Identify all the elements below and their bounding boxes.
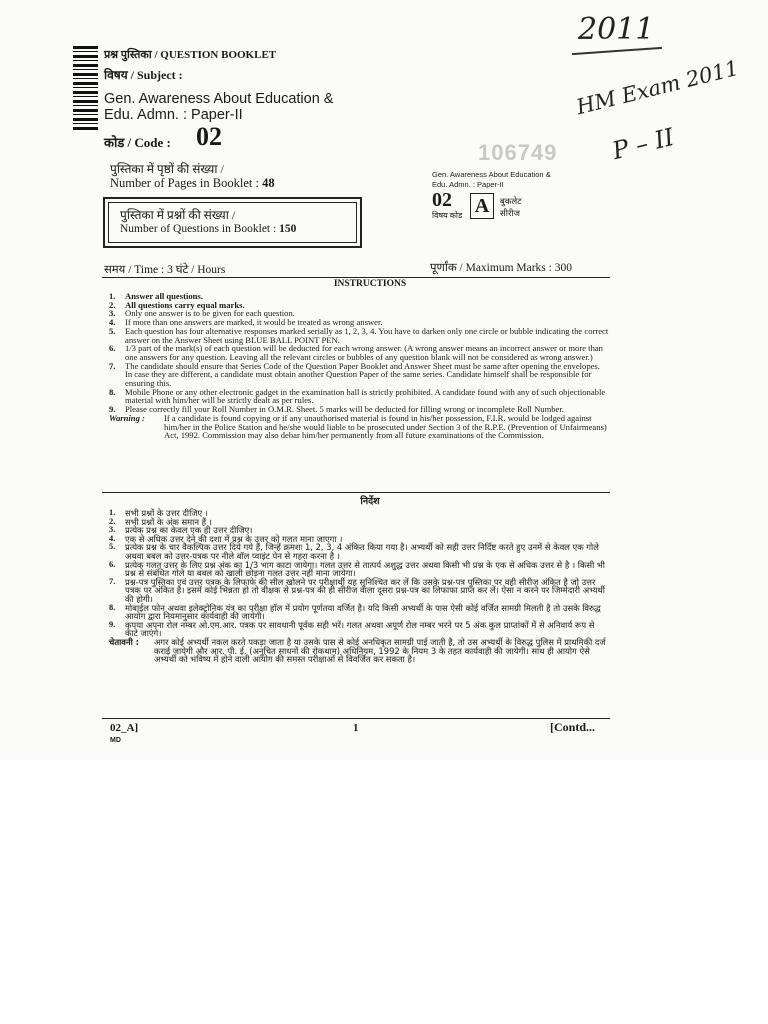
- series-letter: A: [470, 193, 494, 219]
- hindi-heading: निर्देश: [360, 496, 380, 507]
- side-code-label: विषय कोड: [432, 211, 463, 220]
- page-number: 1: [353, 722, 359, 734]
- divider-middle: [102, 492, 610, 493]
- handwritten-underline: [572, 47, 662, 55]
- instruction-item: 3. Only one answer is to be given for each question.: [109, 308, 295, 319]
- series-label-2: सीरीज: [500, 208, 520, 218]
- divider-bottom: [102, 718, 610, 719]
- instruction-item: 1. Answer all questions.: [109, 291, 203, 301]
- instruction-item: 7. The candidate should ensure that Series Code of the Question Paper Booklet and Answer Sheet must be same after opening the envelopes. In case they are different, a candidate must obtain another Question Paper of the same series. Candidate himself shall be responsible for ensuring this.: [109, 360, 600, 389]
- warning: Warning : If a candidate is found copying or if any unauthorised material is found in his/her possession, F.I.R. would be lodged against him/her in the Police Station and he/she would liable to be prosecuted under Section 3 of the R.P.E. (Prevention of Unfairmeans) Act, 1992. Commission may also debar him/her permanently from all future examinations of the Commission.: [109, 412, 607, 441]
- subject-line2: Edu. Admn. : Paper-II: [104, 107, 243, 123]
- footer-sub: MD: [110, 737, 121, 744]
- marks-label: पूर्णांक / Maximum Marks : 300: [430, 262, 572, 274]
- side-subject-line1: Gen. Awareness About Education &: [432, 170, 551, 179]
- side-subject-line2: Edu. Admn. : Paper-II: [432, 180, 504, 189]
- pages-value: 48: [262, 176, 275, 190]
- hindi-item: 7. प्रश्न-पत्र पुस्तिका एवं उत्तर पत्रक के लिफाफे की सील खोलने पर परीक्षार्थी यह सुनिश्चित कर लें कि उसके प्रश्न-पत्र पुस्तिका पर वही सीरीज अंकित है जो उत्तर पत्रक पर अंकित है। इसमें कोई भिन्नता हो तो वीक्षक से प्रश्न-पत्र की ही सीरीज वाला दूसरा प्रश्न-पत्र का लिफाफा प्राप्त कर लें। ऐसा न करने पर जिम्मेदारी अभ्यर्थी की होगी।: [109, 576, 605, 604]
- divider-top: [102, 277, 610, 278]
- contd-label: [Contd...: [550, 720, 596, 734]
- pages-label: Number of Pages in Booklet : 48: [110, 176, 275, 190]
- pages-label-hi: पुस्तिका में पृष्ठों की संख्या /: [110, 162, 224, 176]
- instruction-item: 9. Please correctly fill your Roll Number in O.M.R. Sheet. 5 marks will be deducted for filling wrong or incomplete Roll Number.: [109, 404, 564, 415]
- instruction-item: 5. Each question has four alternative responses marked serially as 1, 2, 3, 4. You have to darken only one circle or bubble indicating the correct answer on the Answer Sheet using BLUE BALL POINT PEN.: [109, 325, 609, 345]
- code-value: 02: [196, 122, 222, 151]
- hindi-warning: चेतावनी : अगर कोई अभ्यर्थी नकल करते पकड़ा जाता है या उसके पास से कोई अनधिकृत सामग्री पाई जाती है, तो उस अभ्यर्थी के विरुद्ध पुलिस में प्राथमिकी दर्ज कराई जायेगी और आर. पी. ई. (अनुचित साधनों की रोकथाम) अधिनियम, 1992 के नियम 3 के तहत कार्यवाही की जायेगी। साथ ही आयोग ऐसे अभ्यर्थी को भविष्य में होने वाली आयोग की समस्त परीक्षाओं से विवर्जित कर सकता है।: [109, 636, 606, 665]
- instruction-item: 2. All questions carry equal marks.: [109, 299, 245, 310]
- hindi-instructions-list: [109, 509, 609, 664]
- hindi-item: 9. कृपया अपना रोल नम्बर ओ.एम.आर. पत्रक पर सावधानी पूर्वक सही भरें। गलत अथवा अपूर्ण रोल नम्बर भरने पर 5 अंक कुल प्राप्तांकों में से अनिवार्य रूप से काटे जाएंगे।: [109, 619, 595, 639]
- serial-number: 106749: [478, 140, 558, 165]
- booklet-label: प्रश्न पुस्तिका / QUESTION BOOKLET: [104, 49, 277, 61]
- instruction-item: 4. If more than one answers are marked, it would be treated as wrong answer.: [109, 317, 383, 328]
- hindi-item: 6. प्रत्येक गलत उत्तर के लिए प्रश्न अंक का 1/3 भाग काटा जायेगा। गलत उत्तर से तात्पर्य अशुद्ध उत्तर अथवा किसी भी प्रश्न के एक से अधिक उत्तर से है । किसी भी प्रश्न से संबंधित गोले या बबल को खाली छोड़ना गलत उत्तर नहीं माना जायेगा।: [109, 559, 605, 579]
- hindi-item: 2. सभी प्रश्नों के अंक समान हैं ।: [109, 516, 212, 527]
- instructions-list: [109, 292, 609, 440]
- subject-label: विषय / Subject :: [104, 68, 183, 82]
- hindi-item: 4. एक से अधिक उत्तर देने की दशा में प्रश्न के उत्तर को गलत माना जाएगा ।: [109, 533, 343, 544]
- hindi-item: 8. मोबाईल फोन अथवा इलेक्ट्रोनिक यंत्र का परीक्षा हॉल में प्रयोग पूर्णतया वर्जित है। यदि किसी अभ्यर्थी के पास ऐसी कोई वर्जित सामग्री मिलती है तो उसके विरुद्ध आयोग द्वारा नियमानुसार कार्यवाही की जायेगी।: [109, 602, 601, 622]
- instructions-heading: INSTRUCTIONS: [333, 279, 407, 289]
- time-label: समय / Time : 3 घंटे / Hours: [104, 264, 226, 276]
- questions-label: Number of Questions in Booklet : 150: [120, 223, 297, 235]
- hindi-item: 3. प्रत्येक प्रश्न का केवल एक ही उत्तर दीजिए।: [109, 525, 253, 536]
- handwritten-note: HM Exam 2011: [574, 55, 742, 120]
- subject-line1: Gen. Awareness About Education &: [104, 91, 334, 107]
- hindi-item: 5. प्रत्येक प्रश्न के चार वैकल्पिक उत्तर दिये गये हैं, जिन्हें क्रमशः 1, 2, 3, 4 अंकित किया गया है। अभ्यर्थी को सही उत्तर निर्दिष्ट करते हुए उनमें से केवल एक गोले अथवा बबल को उत्तर-पत्रक पर नीले बॉल प्वाइंट पेन से गहरा करना है ।: [109, 542, 599, 561]
- instruction-item: 8. Mobile Phone or any other electronic gadget in the examination hall is strictly prohibited. A candidate found with any of such objectionable material with him/her will be strictly dealt as per rules.: [109, 386, 606, 406]
- footer-code: 02_A]: [110, 722, 139, 734]
- code-label: कोड / Code :: [104, 135, 171, 150]
- instruction-item: 6. 1/3 part of the mark(s) of each question will be deducted for each wrong answer. (A wrong answer means an incorrect answer or more than one answers for any question. Leaving all the relevant circles or bubbles of any question blank will not be considered as wrong answer.): [109, 343, 603, 362]
- hindi-item: 1. सभी प्रश्नों के उत्तर दीजिए ।: [109, 508, 208, 518]
- side-code: 02: [432, 189, 452, 211]
- questions-label-hi: पुस्तिका में प्रश्नों की संख्या /: [120, 208, 236, 222]
- questions-value: 150: [279, 223, 297, 235]
- handwritten-paper: P – II: [609, 122, 677, 166]
- series-label-1: बुकलेट: [500, 196, 522, 206]
- barcode: [73, 46, 98, 132]
- handwritten-year: 2011: [578, 12, 655, 47]
